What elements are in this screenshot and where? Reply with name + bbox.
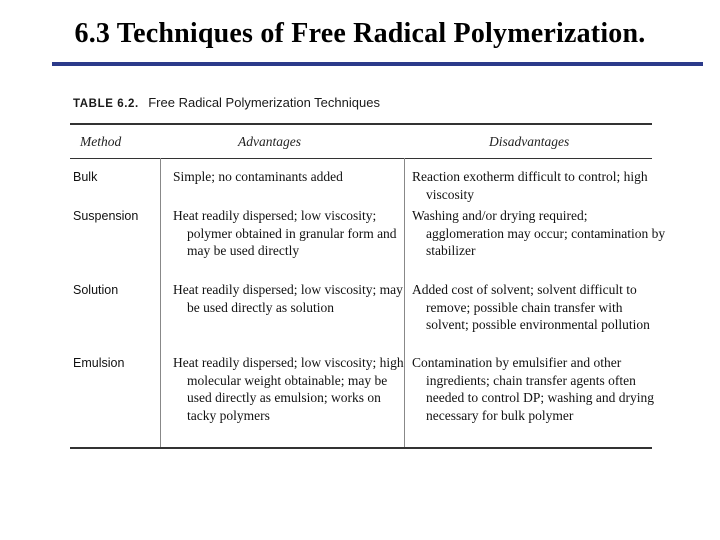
row-solution-advantages: Heat readily dispersed; low viscosity; may be used directly as solution: [173, 282, 403, 315]
row-emulsion-advantages: Heat readily dispersed; low viscosity; high molecular weight obtainable; may be used directly as emulsion; works on tacky polymers: [173, 355, 404, 423]
row-bulk-advantages: Simple; no contaminants added: [173, 169, 343, 184]
table-caption: [73, 95, 380, 111]
column-divider-method: [160, 158, 161, 447]
table-top-rule: [70, 123, 652, 125]
table-bottom-rule: [70, 447, 652, 449]
row-solution-method: Solution: [73, 283, 119, 297]
table-number: TABLE 6.2.: [73, 98, 139, 110]
row-suspension-method: Suspension: [73, 209, 139, 223]
row-bulk-disadvantages: Reaction exotherm difficult to control; high viscosity: [412, 169, 648, 202]
row-bulk-method: Bulk: [73, 170, 98, 184]
header-method: Method: [80, 134, 122, 149]
title-underline: [52, 62, 703, 66]
row-emulsion-method: Emulsion: [73, 356, 125, 370]
row-emulsion-disadvantages: Contamination by emulsifier and other ingredients; chain transfer agents often needed to control DP; washing and drying necessary for bulk polymer: [412, 355, 654, 423]
table-caption-text: Free Radical Polymerization Techniques: [148, 95, 380, 110]
table-header-rule: [70, 158, 652, 159]
row-suspension-disadvantages: Washing and/or drying required; agglomeration may occur; contamination by stabilizer: [412, 208, 666, 258]
header-advantages: Advantages: [238, 134, 301, 149]
row-solution-disadvantages: Added cost of solvent; solvent difficult to remove; possible chain transfer with solvent; possible environmental pollution: [412, 282, 650, 332]
row-suspension-advantages: Heat readily dispersed; low viscosity; polymer obtained in granular form and may be used directly: [173, 208, 397, 258]
slide-title: 6.3 Techniques of Free Radical Polymerization.: [74, 18, 646, 49]
header-disadvantages: Disadvantages: [489, 134, 570, 149]
